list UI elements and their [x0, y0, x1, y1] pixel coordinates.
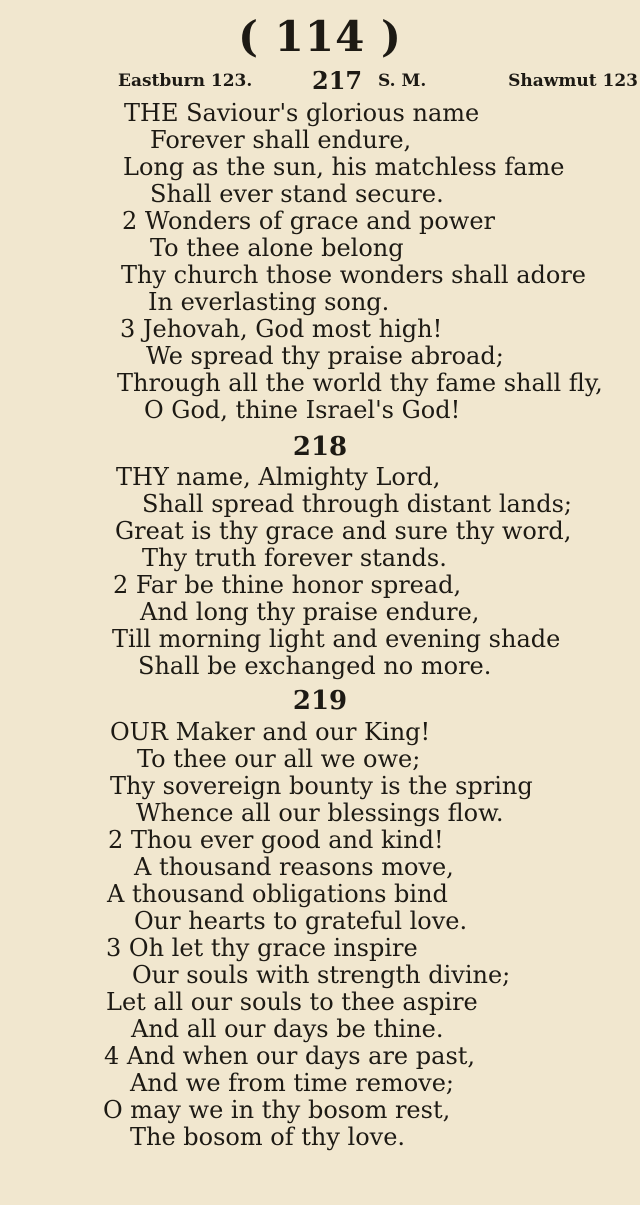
verse-line: We spread thy praise abroad; — [146, 342, 504, 370]
verse-line: Through all the world thy fame shall fly, — [117, 369, 603, 397]
verse-line: Shall spread through distant lands; — [142, 490, 573, 518]
verse-line: 2 Far be thine honor spread, — [113, 571, 462, 599]
verse-line: OUR Maker and our King! — [110, 718, 431, 746]
verse-line: A thousand reasons move, — [134, 853, 454, 881]
header-tune-left: Eastburn 123. — [118, 71, 253, 91]
verse-line: Our souls with strength divine; — [132, 961, 511, 989]
hymn-number: 219 — [292, 686, 348, 716]
verse-line: The bosom of thy love. — [130, 1123, 406, 1151]
verse-line: Shall be exchanged no more. — [138, 652, 492, 680]
verse-line: O God, thine Israel's God! — [144, 396, 461, 424]
verse-line: And long thy praise endure, — [140, 598, 480, 626]
verse-line: Till morning light and evening shade — [112, 625, 561, 653]
header-hymn-number: 217 — [312, 66, 363, 95]
verse-line: Thy truth forever stands. — [142, 544, 447, 572]
verse-line: Great is thy grace and sure thy word, — [115, 517, 572, 545]
verse-line: Our hearts to grateful love. — [134, 907, 468, 935]
verse-line: THY name, Almighty Lord, — [116, 463, 441, 491]
page-number: ( 114 ) — [238, 12, 402, 61]
verse-line: Long as the sun, his matchless fame — [123, 153, 565, 181]
verse-line: To thee alone belong — [150, 234, 404, 262]
verse-line: Let all our souls to thee aspire — [106, 988, 478, 1016]
verse-line: THE Saviour's glorious name — [124, 99, 480, 127]
header-meter: S. M. — [378, 71, 427, 91]
verse-line: Whence all our blessings flow. — [136, 799, 504, 827]
verse-line: 3 Oh let thy grace inspire — [106, 934, 418, 962]
verse-line: And all our days be thine. — [131, 1015, 444, 1043]
verse-line: 2 Thou ever good and kind! — [108, 826, 444, 854]
header-tune-right: Shawmut 123 — [508, 71, 638, 91]
verse-line: A thousand obligations bind — [107, 880, 448, 908]
verse-line: In everlasting song. — [148, 288, 390, 316]
hymn-number: 218 — [292, 432, 348, 462]
verse-line: 2 Wonders of grace and power — [122, 207, 495, 235]
verse-line: To thee our all we owe; — [137, 745, 421, 773]
verse-line: Forever shall endure, — [150, 126, 412, 154]
verse-line: 4 And when our days are past, — [104, 1042, 476, 1070]
verse-line: Thy church those wonders shall adore — [121, 261, 586, 289]
header-row — [0, 68, 640, 96]
verse-line: O may we in thy bosom rest, — [103, 1096, 451, 1124]
verse-line: 3 Jehovah, God most high! — [120, 315, 443, 343]
verse-line: Thy sovereign bounty is the spring — [110, 772, 533, 800]
verse-line: And we from time remove; — [130, 1069, 454, 1097]
verse-line: Shall ever stand secure. — [150, 180, 444, 208]
